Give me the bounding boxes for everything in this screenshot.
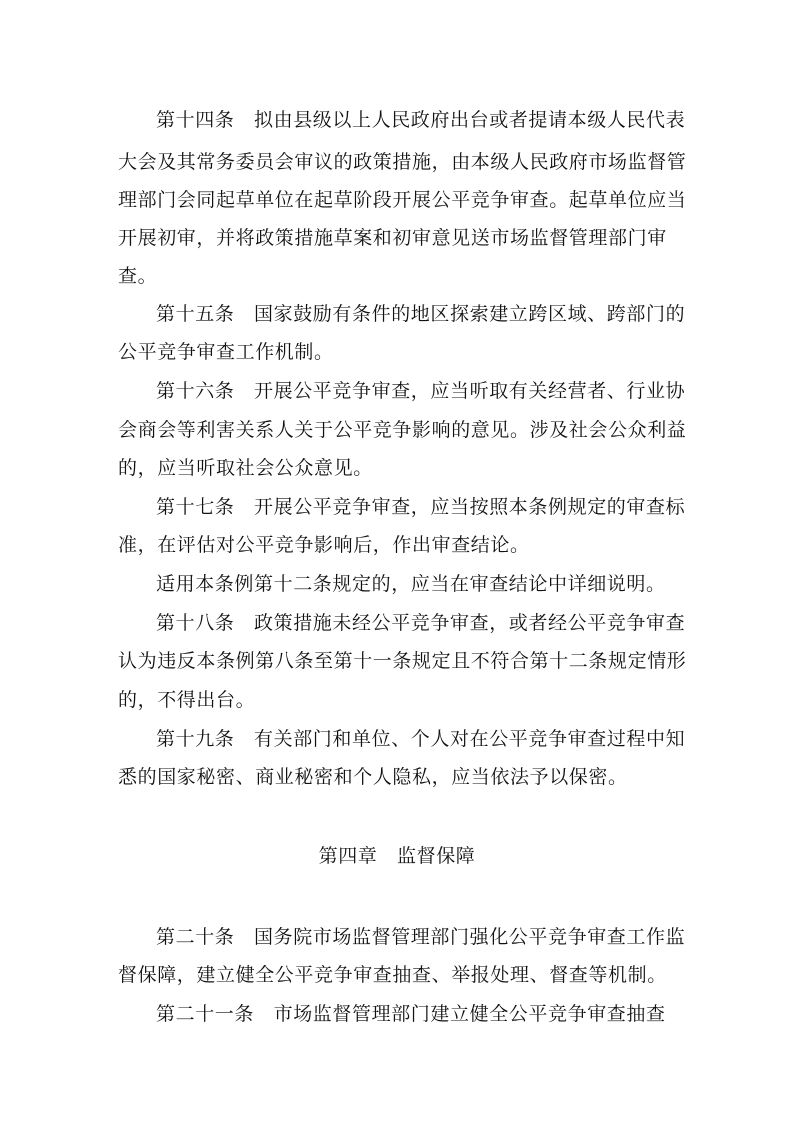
article-17-line-2: 准，在评估对公平竞争影响后，作出审查结论。: [118, 534, 530, 556]
article-18-line-3: 的，不得出台。: [118, 689, 256, 711]
article-17-line-3: 适用本条例第十二条规定的，应当在审查结论中详细说明。: [156, 573, 666, 595]
article-16-line-2: 会商会等利害关系人关于公平竞争影响的意见。涉及社会公众利益: [118, 419, 687, 441]
article-16-line-3: 的，应当听取社会公众意见。: [118, 457, 373, 479]
chapter-heading: 第四章 监督保障: [318, 845, 476, 867]
article-18-line-1: 第十八条 政策措施未经公平竞争审查，或者经公平竞争审查: [156, 612, 686, 634]
article-16-line-1: 第十六条 开展公平竞争审查，应当听取有关经营者、行业协: [156, 380, 686, 402]
article-18-line-2: 认为违反本条例第八条至第十一条规定且不符合第十二条规定情形: [118, 650, 687, 672]
article-14-line-1: 第十四条 拟由县级以上人民政府出台或者提请本级人民代表: [156, 109, 686, 131]
article-17-line-1: 第十七条 开展公平竞争审查，应当按照本条例规定的审查标: [156, 496, 686, 518]
article-15-line-1: 第十五条 国家鼓励有条件的地区探索建立跨区域、跨部门的: [156, 303, 686, 325]
article-20-line-2: 督保障，建立健全公平竞争审查抽查、举报处理、督查等机制。: [118, 964, 667, 986]
article-19-line-1: 第十九条 有关部门和单位、个人对在公平竞争审查过程中知: [156, 728, 686, 750]
article-14-line-4: 开展初审，并将政策措施草案和初审意见送市场监督管理部门审: [118, 227, 667, 249]
article-14-line-3: 理部门会同起草单位在起草阶段开展公平竞争审查。起草单位应当: [118, 189, 687, 211]
article-19-line-2: 悉的国家秘密、商业秘密和个人隐私，应当依法予以保密。: [118, 766, 628, 788]
article-15-line-2: 公平竞争审查工作机制。: [118, 341, 334, 363]
article-20-line-1: 第二十条 国务院市场监督管理部门强化公平竞争审查工作监: [156, 926, 686, 948]
article-14-line-2: 大会及其常务委员会审议的政策措施，由本级人民政府市场监督管: [118, 151, 687, 173]
article-21-line-1: 第二十一条 市场监督管理部门建立健全公平竞争审查抽查: [156, 1003, 666, 1025]
article-14-line-5: 查。: [118, 265, 158, 287]
